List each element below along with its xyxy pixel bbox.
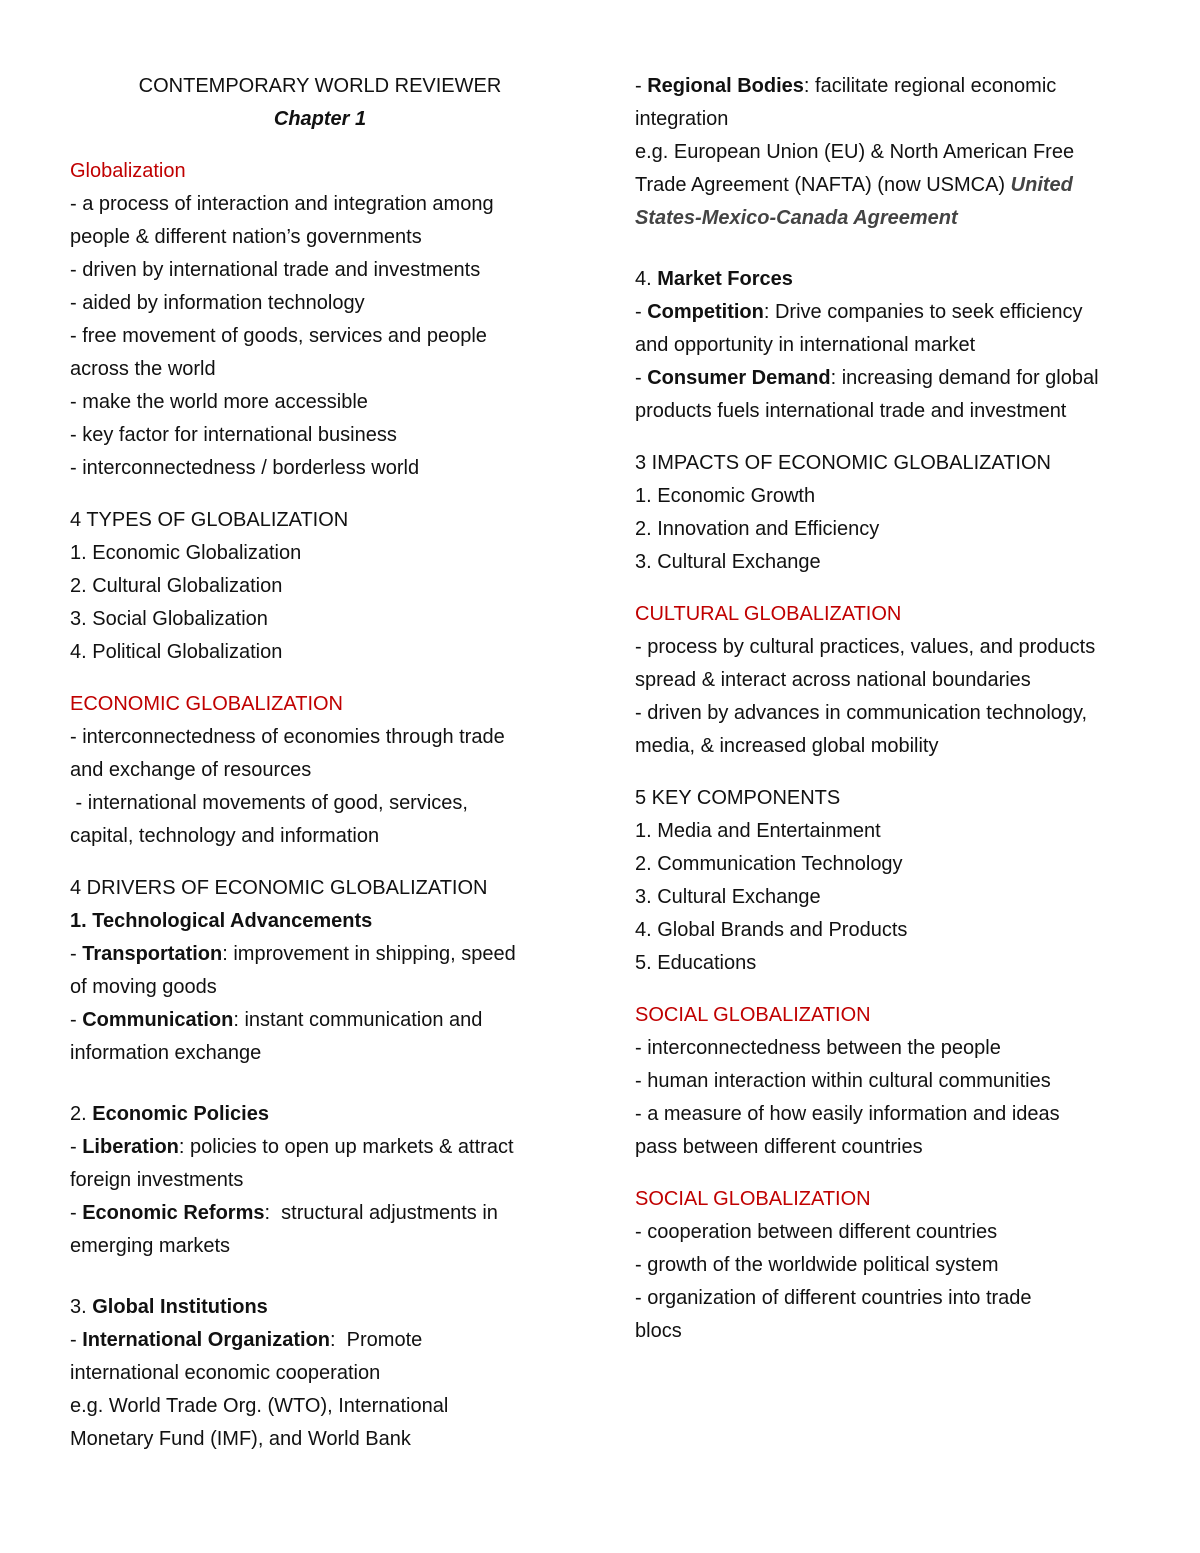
- components-item: 4. Global Brands and Products: [635, 919, 908, 941]
- driver-2-title: Economic Policies: [92, 1103, 269, 1125]
- driver-3-num: 3.: [70, 1296, 93, 1318]
- right-column: - Regional Bodies: facilitate regional economic integration e.g. European Union (EU) & North American Free Trade Agreement (NAFTA) (now USMCA) United States-Mexico-Canada Agreement 4. Market Forces - Competition: Drive companies to seek efficiency and opportunity in international market - Consumer Demand: increasing demand for global products fuels international trade and investment 3 IMPACTS OF ECONOMIC GLOBALIZATION 1. Economic Growth 2. Innovation and Efficiency 3. Cultural Exchange CULTURAL GLOBALIZATION - process by cultural practices, values, and products spread & interact across national boundaries - driven by advances in communication technology, media, & increased global mobility 5 KEY COMPONENTS 1. Media and Entertainment 2. Communication Technology 3. Cultural Exchange 4. Global Brands and Products 5. Educations SOCIAL GLOBALIZATION - interconnectedness between the people - human interaction within cultural communities - a measure of how easily information and ideas pass between different countries SOCIAL GLOBALIZATION - cooperation between different countries - growth of the worldwide political system - organization of different countries into trade blocs: [635, 70, 1145, 1348]
- reforms-label: Economic Reforms: [82, 1202, 265, 1224]
- impacts-item: 3. Cultural Exchange: [635, 551, 821, 573]
- types-item: 2. Cultural Globalization: [70, 575, 283, 597]
- liberation-text: : policies to open up markets & attract: [178, 1136, 514, 1158]
- globalization-line: - key factor for international business: [70, 424, 397, 446]
- chapter-label: Chapter 1: [273, 108, 367, 130]
- driver-4-num: 4.: [635, 268, 658, 290]
- driver-3-title: Global Institutions: [92, 1296, 268, 1318]
- globalization-line: across the world: [70, 358, 216, 380]
- consumer-demand-label: Consumer Demand: [647, 367, 831, 389]
- globalization-line: - aided by information technology: [70, 292, 365, 314]
- cultural-line: spread & interact across national boundaries: [635, 669, 1031, 691]
- regional-bodies-example: e.g. European Union (EU) & North American Free: [635, 141, 1075, 163]
- intl-org-example: Monetary Fund (IMF), and World Bank: [70, 1428, 411, 1450]
- economic-line: and exchange of resources: [70, 759, 312, 781]
- components-item: 1. Media and Entertainment: [635, 820, 881, 842]
- components-item: 5. Educations: [635, 952, 757, 974]
- competition-text: : Drive companies to seek efficiency: [763, 301, 1083, 323]
- cultural-line: media, & increased global mobility: [635, 735, 939, 757]
- impacts-heading: 3 IMPACTS OF ECONOMIC GLOBALIZATION: [635, 452, 1051, 474]
- drivers-heading: 4 DRIVERS OF ECONOMIC GLOBALIZATION: [70, 877, 488, 899]
- globalization-line: - interconnectedness / borderless world: [70, 457, 420, 479]
- driver-2-num: 2.: [70, 1103, 93, 1125]
- types-item: 4. Political Globalization: [70, 641, 283, 663]
- components-item: 2. Communication Technology: [635, 853, 903, 875]
- liberation-label: Liberation: [82, 1136, 179, 1158]
- usmca-note-cont: States-Mexico-Canada Agreement: [635, 207, 958, 229]
- communication-label: Communication: [82, 1009, 234, 1031]
- social2-line: blocs: [635, 1320, 682, 1342]
- driver-1-title: 1. Technological Advancements: [70, 910, 373, 932]
- impacts-item: 1. Economic Growth: [635, 485, 816, 507]
- globalization-line: people & different nation’s governments: [70, 226, 422, 248]
- globalization-heading: Globalization: [70, 160, 186, 182]
- competition-cont: and opportunity in international market: [635, 334, 976, 356]
- social2-line: - organization of different countries into trade: [635, 1287, 1032, 1309]
- types-item: 1. Economic Globalization: [70, 542, 302, 564]
- types-item: 3. Social Globalization: [70, 608, 268, 630]
- competition-label: Competition: [647, 301, 764, 323]
- transportation-cont: of moving goods: [70, 976, 217, 998]
- cultural-line: - driven by advances in communication technology,: [635, 702, 1088, 724]
- components-item: 3. Cultural Exchange: [635, 886, 821, 908]
- social2-line: - cooperation between different countries: [635, 1221, 998, 1243]
- globalization-line: - free movement of goods, services and people: [70, 325, 487, 347]
- intl-org-example: e.g. World Trade Org. (WTO), International: [70, 1395, 449, 1417]
- economic-line: - interconnectedness of economies through trade: [70, 726, 505, 748]
- impacts-item: 2. Innovation and Efficiency: [635, 518, 880, 540]
- economic-line: capital, technology and information: [70, 825, 380, 847]
- driver-4-title: Market Forces: [657, 268, 793, 290]
- economic-line: - international movements of good, services,: [70, 792, 468, 814]
- cultural-heading: CULTURAL GLOBALIZATION: [635, 603, 902, 625]
- intl-org-text: : Promote: [330, 1329, 423, 1351]
- reforms-text: : structural adjustments in: [264, 1202, 498, 1224]
- consumer-demand-text: : increasing demand for global: [830, 367, 1099, 389]
- cultural-line: - process by cultural practices, values, and products: [635, 636, 1096, 658]
- social-line: - a measure of how easily information and ideas: [635, 1103, 1060, 1125]
- social-line: - interconnectedness between the people: [635, 1037, 1001, 1059]
- regional-bodies-text: : facilitate regional economic: [803, 75, 1057, 97]
- social-heading: SOCIAL GLOBALIZATION: [635, 1004, 871, 1026]
- consumer-demand-cont: products fuels international trade and investment: [635, 400, 1067, 422]
- economic-heading: ECONOMIC GLOBALIZATION: [70, 693, 343, 715]
- globalization-line: - make the world more accessible: [70, 391, 368, 413]
- types-heading: 4 TYPES OF GLOBALIZATION: [70, 509, 349, 531]
- components-heading: 5 KEY COMPONENTS: [635, 787, 841, 809]
- usmca-note: United: [1010, 174, 1073, 196]
- social-line: - human interaction within cultural communities: [635, 1070, 1051, 1092]
- regional-bodies-label: Regional Bodies: [647, 75, 804, 97]
- document-title: CONTEMPORARY WORLD REVIEWER: [138, 75, 502, 97]
- transportation-text: : improvement in shipping, speed: [222, 943, 516, 965]
- communication-text: : instant communication and: [233, 1009, 483, 1031]
- transportation-label: Transportation: [82, 943, 223, 965]
- social-line: pass between different countries: [635, 1136, 923, 1158]
- social-heading-2: SOCIAL GLOBALIZATION: [635, 1188, 871, 1210]
- left-column: CONTEMPORARY WORLD REVIEWER Chapter 1 Globalization - a process of interaction and integration among people & different nation’s governments - driven by international trade and investments - aided by information technology - free movement of goods, services and people across the world - make the world more accessible - key factor for international business - interconnectedness / borderless world 4 TYPES OF GLOBALIZATION 1. Economic Globalization 2. Cultural Globalization 3. Social Globalization 4. Political Globalization ECONOMIC GLOBALIZATION - interconnectedness of economies through trade and exchange of resources - international movements of good, services, capital, technology and information 4 DRIVERS OF ECONOMIC GLOBALIZATION 1. Technological Advancements - Transportation: improvement in shipping, speed of moving goods - Communication: instant communication and information exchange 2. Economic Policies - Liberation: policies to open up markets & attract foreign investments - Economic Reforms: structural adjustments in emerging markets 3. Global Institutions - International Organization: Promote international economic cooperation e.g. World Trade Org. (WTO), International Monetary Fund (IMF), and World Bank: [70, 70, 570, 1456]
- social2-line: - growth of the worldwide political system: [635, 1254, 999, 1276]
- reforms-cont: emerging markets: [70, 1235, 231, 1257]
- globalization-line: - a process of interaction and integration among: [70, 193, 494, 215]
- regional-bodies-cont: integration: [635, 108, 729, 130]
- regional-bodies-example: Trade Agreement (NAFTA) (now USMCA): [635, 174, 1011, 196]
- intl-org-label: International Organization: [82, 1329, 331, 1351]
- liberation-cont: foreign investments: [70, 1169, 244, 1191]
- intl-org-cont: international economic cooperation: [70, 1362, 381, 1384]
- globalization-line: - driven by international trade and investments: [70, 259, 481, 281]
- communication-cont: information exchange: [70, 1042, 262, 1064]
